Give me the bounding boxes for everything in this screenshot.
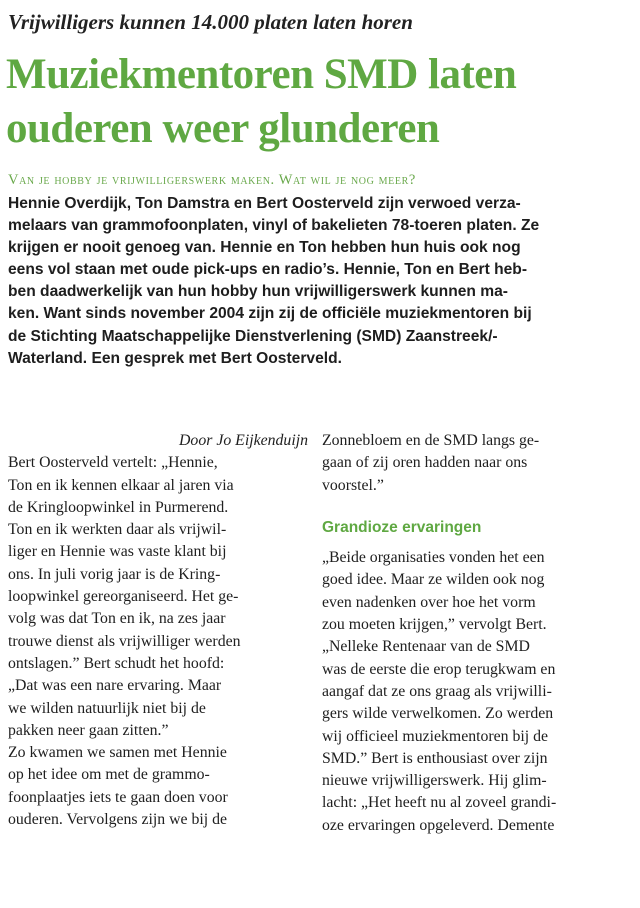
subheading: Grandioze ervaringen <box>322 518 482 536</box>
body-paragraph: Zonnebloem en de SMD langs ge- gaan of zij oren hadden naar ons voorstel.” <box>322 432 540 494</box>
tagline: Van je hobby je vrijwilligerswerk maken. Wat wil je nog meer? <box>8 172 416 188</box>
headline <box>6 48 636 156</box>
kicker: Vrijwilligers kunnen 14.000 platen laten horen <box>8 10 413 34</box>
body-paragraph: „Beide organisaties vonden het een goed idee. Maar ze wilden ook nog even nadenken over hoe het vorm zou moeten krijgen,” vervolgt Bert. „Nelleke Rentenaar van de SMD was de eerste die erop terugkwam en aangaf dat ze ons graag als vrijwilli- gers wilde verwelkomen. Zo werden wij officieel muziekmentoren bij de SMD.” Bert is enthousiast over zijn nieuwe vrijwilligerswerk. Hij glim- lacht: „Het heeft nu al zoveel grandi- oze ervaringen opgeleverd. Demente <box>322 549 557 834</box>
headline-line-2: ouderen weer glunderen <box>6 105 440 152</box>
body-paragraph: Bert Oosterveld vertelt: „Hennie, Ton en ik kennen elkaar al jaren via de Kringloopwinkel in Purmerend. Ton en ik werkten daar als vrijwil- liger en Hennie was vaste klant bij ons. In juli vorig jaar is de Kring- loopwinkel gereorganiseerd. Het ge- volg was dat Ton en ik, na zes jaar trouwe dienst als vrijwilliger werden ontslagen.” Bert schudt het hoofd: „Dat was een nare ervaring. Maar we wilden natuurlijk niet bij de pakken neer gaan zitten.” <box>8 454 241 739</box>
byline: Door Jo Eijkenduijn <box>179 432 308 449</box>
left-column <box>8 430 308 831</box>
body-paragraph: Zo kwamen we samen met Hennie op het idee om met de grammo- foonplaatjes iets te gaan doen voor ouderen. Vervolgens zijn we bij de <box>8 744 228 829</box>
intro-paragraph: Hennie Overdijk, Ton Damstra en Bert Oosterveld zijn verwoed verza- melaars van grammofoonplaten, vinyl of bakelieten 78-toeren platen. Ze krijgen er nooit genoeg van. Hennie en Ton hebben hun huis ook nog eens vol staan met oude pick-ups en radio’s. Hennie, Ton en Bert heb- ben daadwerkelijk van hun hobby hun vrijwilligerswerk kunnen ma- ken. Want sinds november 2004 zijn zij de officiële muziekmentoren bij de Stichting Maatschappelijke Dienstverlening (SMD) Zaanstreek/- Waterland. Een gesprek met Bert Oosterveld. <box>8 195 540 367</box>
headline-line-1: Muziekmentoren SMD laten <box>6 51 517 98</box>
right-column <box>322 430 634 837</box>
